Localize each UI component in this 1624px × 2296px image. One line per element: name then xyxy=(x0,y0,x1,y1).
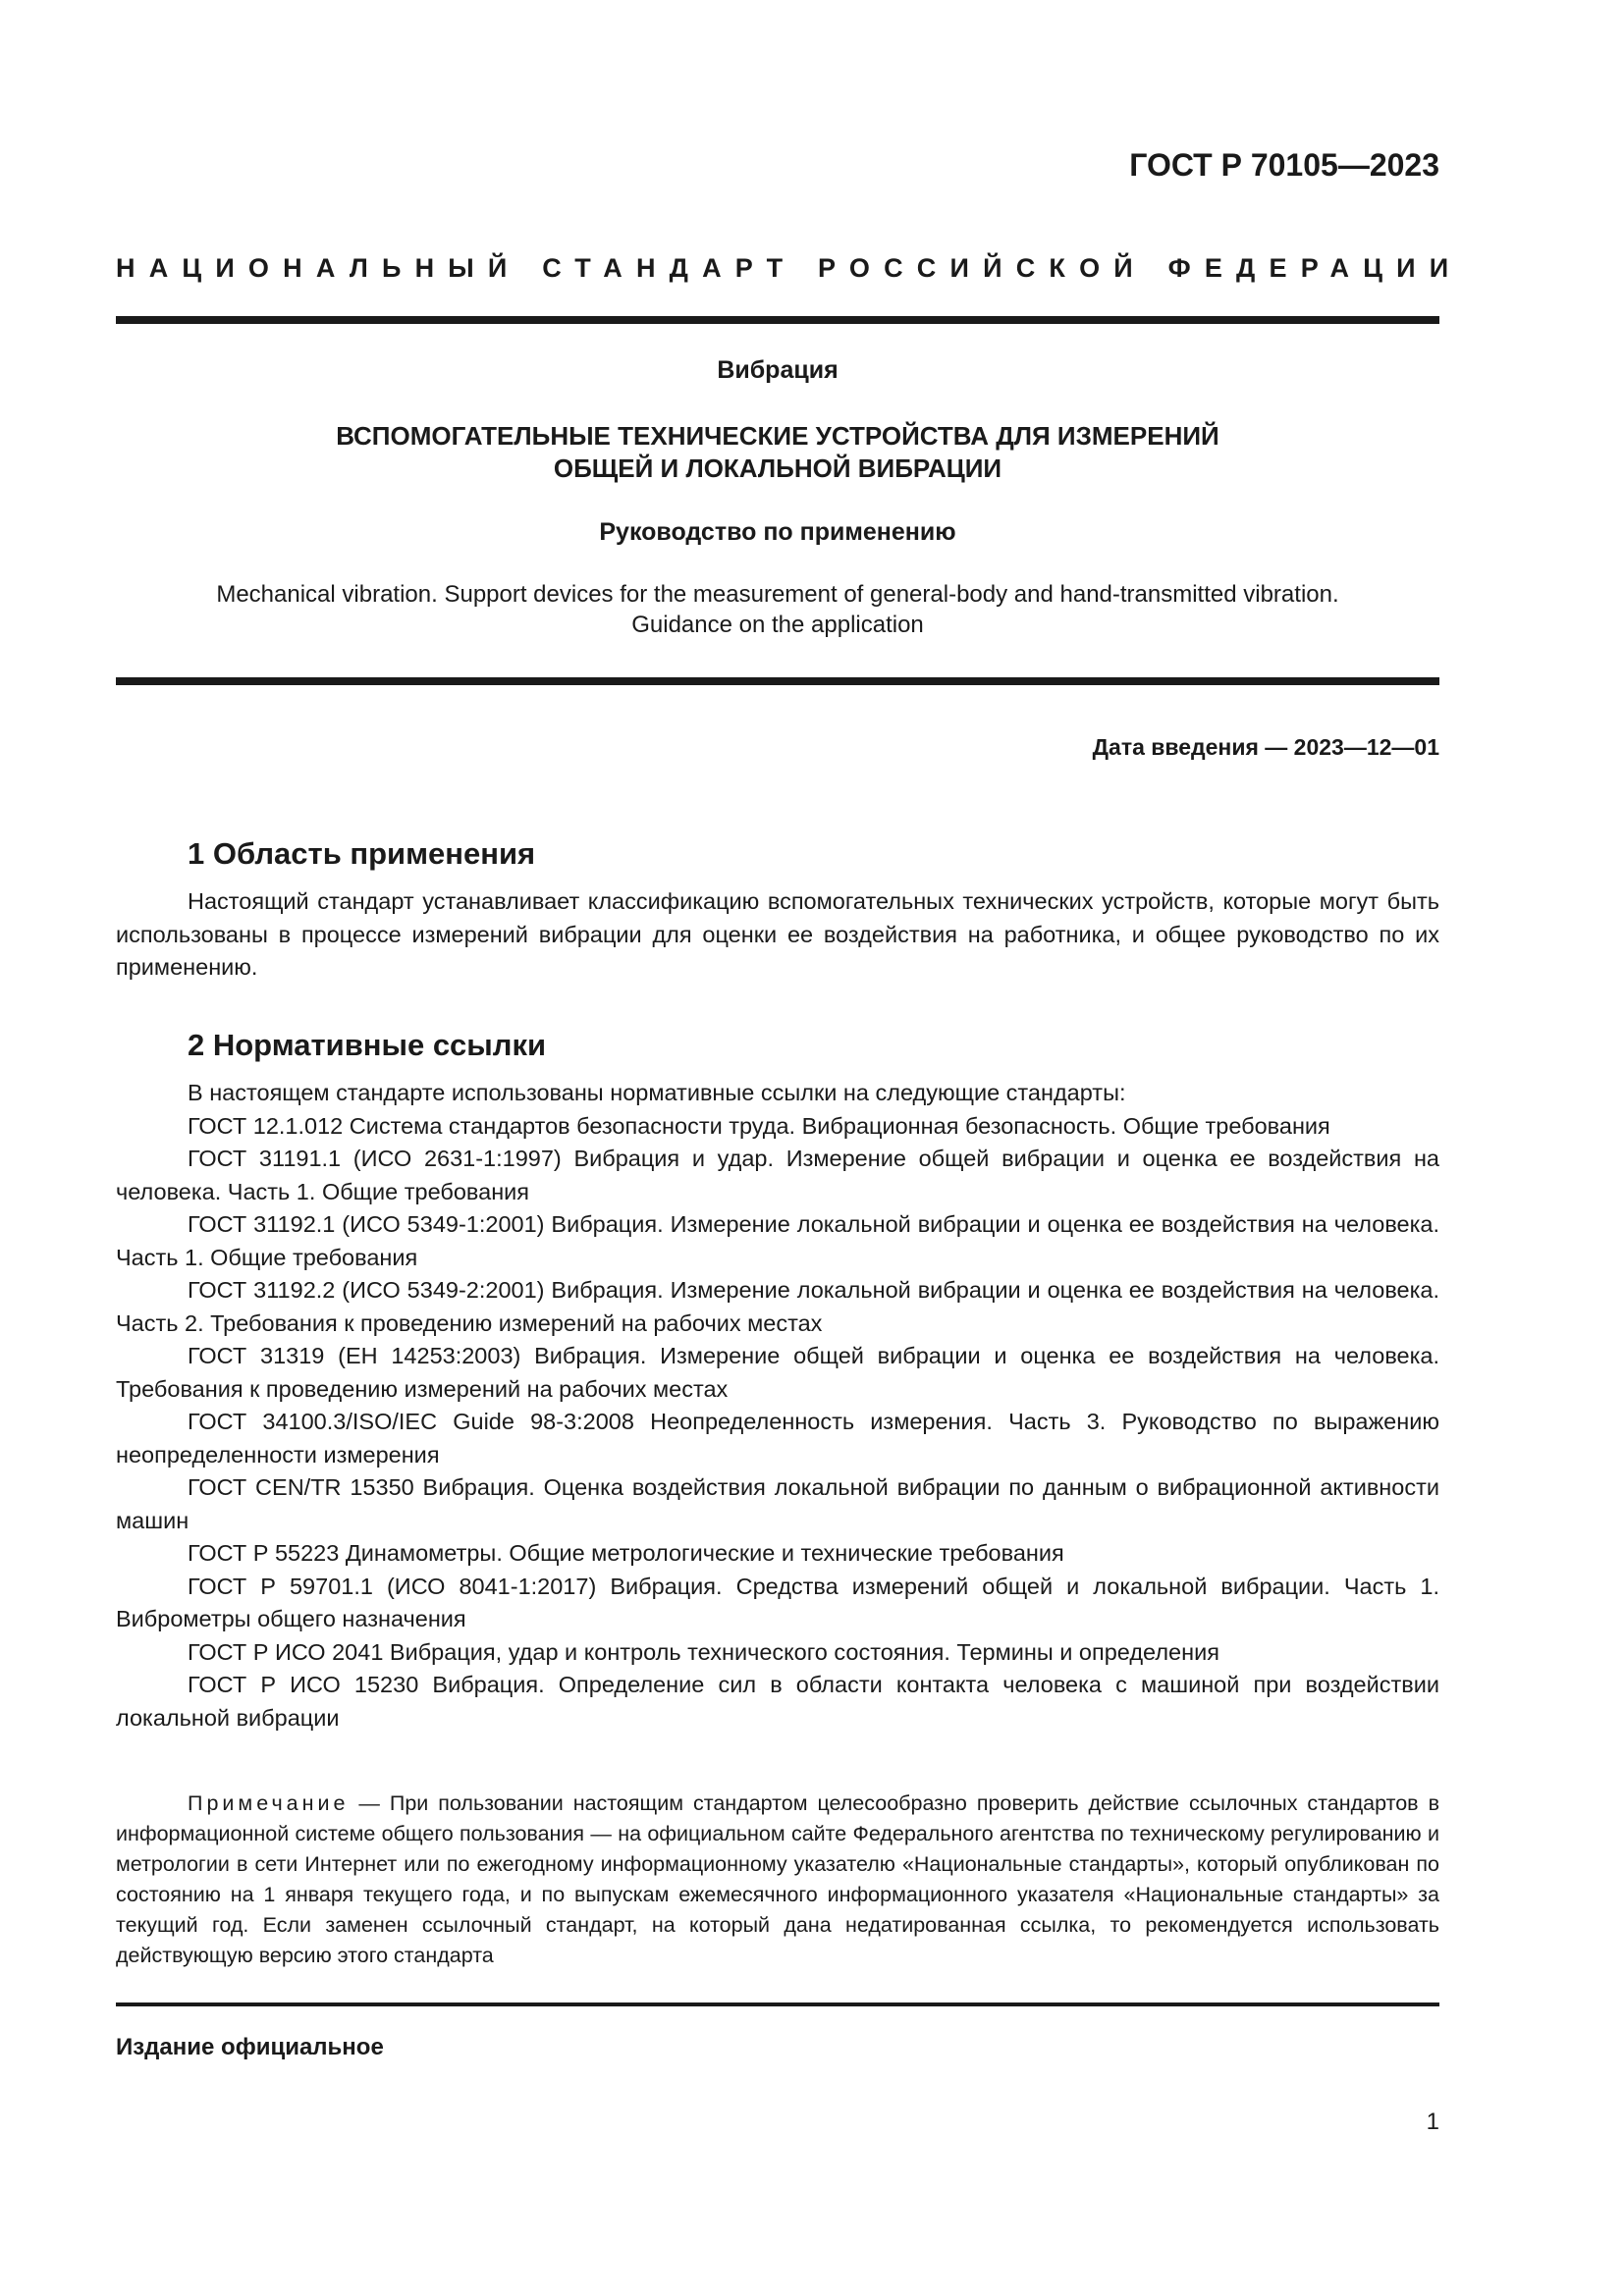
header-rule-top xyxy=(116,316,1439,324)
section-references-heading: 2 Нормативные ссылки xyxy=(188,1028,547,1062)
section-scope-text: Настоящий стандарт устанавливает классификацию вспомогательных технических устройств, которые могут быть использованы в процессе измерений вибрации для оценки ее воздействия на работника, и общее руководство по их применению. xyxy=(116,888,1439,980)
reference-item: ГОСТ 34100.3/ISO/IEC Guide 98-3:2008 Неопределенность измерения. Часть 3. Руководство по выражению неопределенности измерения xyxy=(116,1409,1439,1468)
references-intro: В настоящем стандарте использованы нормативные ссылки на следующие стандарты: xyxy=(188,1080,1126,1105)
page-number: 1 xyxy=(1426,2109,1439,2135)
official-edition-label: Издание официальное xyxy=(116,2034,384,2060)
title-main xyxy=(116,420,1439,485)
reference-item: ГОСТ Р 55223 Динамометры. Общие метрологические и технические требования xyxy=(188,1540,1064,1566)
national-standard-banner: НАЦИОНАЛЬНЫЙ СТАНДАРТ РОССИЙСКОЙ ФЕДЕРАЦИИ xyxy=(116,253,1463,283)
note-text: — При пользовании настоящим стандартом целесообразно проверить действие ссылочных стандартов в информационной системе общего пользования — на официальном сайте Федерального агентства по техническому регулированию и метрологии в сети Интернет или по ежегодному информационному указателю «Национальные стандарты», который опубликован по состоянию на 1 января текущего года, и по выпускам ежемесячного информационного указателя «Национальные стандарты» за текущий год. Если заменен ссылочный стандарт, на который дана недатированная ссылка, то рекомендуется использовать действующую версию этого стандарта xyxy=(116,1791,1439,1967)
footer-rule xyxy=(116,2002,1439,2006)
title-guide: Руководство по применению xyxy=(599,518,956,546)
references-note xyxy=(116,1789,1439,1971)
reference-list xyxy=(116,1110,1439,1735)
title-english-line-1: Mechanical vibration. Support devices for the measurement of general-body and hand-transmitted vibration. xyxy=(216,581,1339,608)
section-scope xyxy=(116,834,1439,985)
reference-item: ГОСТ 31192.2 (ИСО 5349-2:2001) Вибрация. Измерение локальной вибрации и оценка ее воздействия на человека. Часть 2. Требования к проведению измерений на рабочих местах xyxy=(116,1277,1439,1336)
title-english xyxy=(116,579,1439,640)
header-rule-bottom xyxy=(116,677,1439,685)
section-normative-references xyxy=(116,1026,1439,1735)
title-subject: Вибрация xyxy=(717,356,839,384)
reference-item: ГОСТ 31191.1 (ИСО 2631-1:1997) Вибрация и удар. Измерение общей вибрации и оценка ее воздействия на человека. Часть 1. Общие требования xyxy=(116,1146,1439,1204)
reference-item: ГОСТ 12.1.012 Система стандартов безопасности труда. Вибрационная безопасность. Общие требования xyxy=(188,1112,1330,1139)
reference-item: ГОСТ CEN/TR 15350 Вибрация. Оценка воздействия локальной вибрации по данным о вибрационной активности машин xyxy=(116,1474,1439,1533)
title-english-line-2: Guidance on the application xyxy=(631,612,924,638)
note-label: Примечание xyxy=(188,1791,350,1815)
section-scope-heading: 1 Область применения xyxy=(188,836,536,871)
reference-item: ГОСТ Р ИСО 2041 Вибрация, удар и контроль технического состояния. Термины и определения xyxy=(188,1638,1219,1665)
reference-item: ГОСТ 31192.1 (ИСО 5349-1:2001) Вибрация. Измерение локальной вибрации и оценка ее воздействия на человека. Часть 1. Общие требования xyxy=(116,1211,1439,1270)
reference-item: ГОСТ 31319 (ЕН 14253:2003) Вибрация. Измерение общей вибрации и оценка ее воздействия на человека. Требования к проведению измерений на рабочих местах xyxy=(116,1343,1439,1402)
introduction-date: Дата введения — 2023—12—01 xyxy=(1092,734,1439,760)
title-main-line-2: ОБЩЕЙ И ЛОКАЛЬНОЙ ВИБРАЦИИ xyxy=(553,454,1002,483)
reference-item: ГОСТ Р 59701.1 (ИСО 8041-1:2017) Вибрация. Средства измерений общей и локальной вибрации. Часть 1. Виброметры общего назначения xyxy=(116,1573,1439,1631)
title-main-line-1: ВСПОМОГАТЕЛЬНЫЕ ТЕХНИЧЕСКИЕ УСТРОЙСТВА ДЛЯ ИЗМЕРЕНИЙ xyxy=(336,421,1219,451)
document-code: ГОСТ Р 70105—2023 xyxy=(1129,147,1439,183)
reference-item: ГОСТ Р ИСО 15230 Вибрация. Определение сил в области контакта человека с машиной при воздействии локальной вибрации xyxy=(116,1672,1439,1731)
